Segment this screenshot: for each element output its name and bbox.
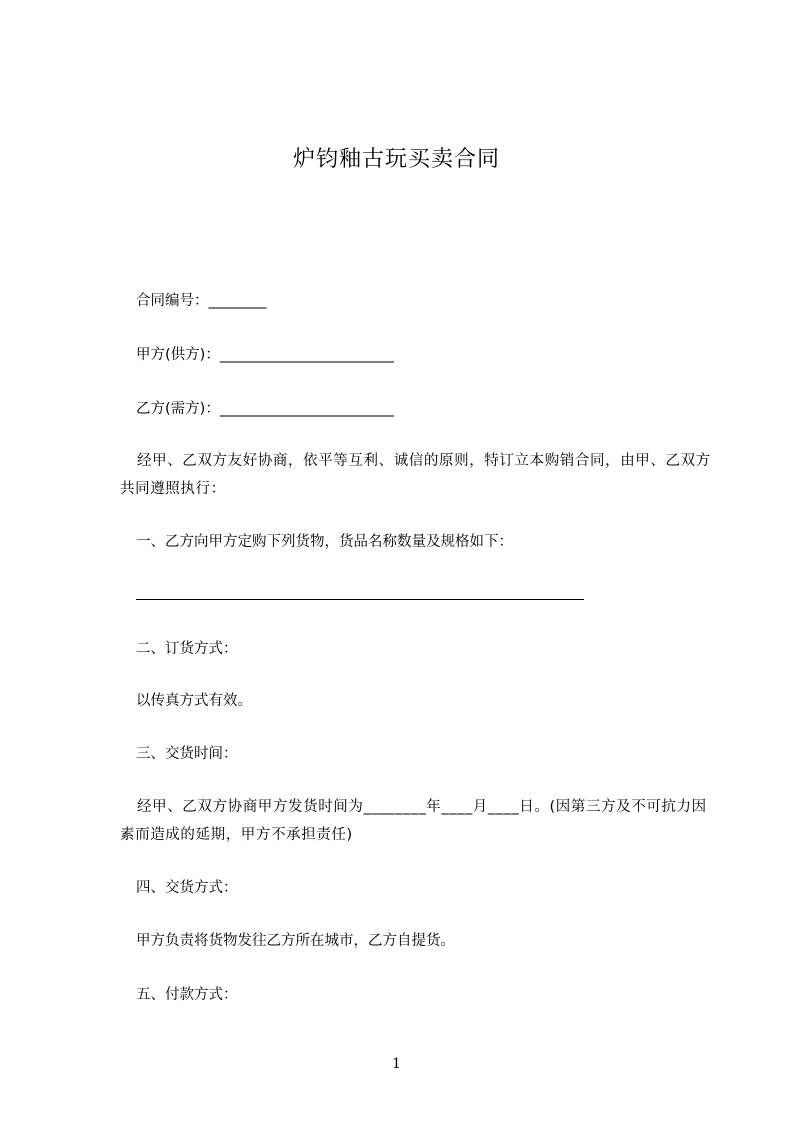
party-a-line: 甲方(供方)：________________________	[136, 347, 394, 363]
section-3-heading: 三、交货时间：	[136, 746, 238, 762]
section-5-heading: 五、付款方式：	[136, 987, 238, 1003]
section-2-body: 以传真方式有效。	[136, 693, 252, 709]
page-number: 1	[392, 1056, 401, 1072]
section-4-body: 甲方负责将货物发往乙方所在城市，乙方自提货。	[136, 933, 455, 949]
section-1-heading: 一、乙方向甲方定购下列货物，货品名称数量及规格如下：	[136, 534, 513, 550]
section-3-body: 经甲、乙双方协商甲方发货时间为________年____月____日。(因第三方及不可抗力因素而造成的延期，甲方不承担责任)	[120, 799, 707, 843]
document-title: 炉钧釉古玩买卖合同	[292, 147, 500, 172]
contract-number-line: 合同编号：________	[136, 293, 267, 309]
goods-blank-line	[136, 599, 584, 600]
party-b-line: 乙方(需方)：________________________	[136, 401, 394, 417]
section-2-heading: 二、订货方式：	[136, 641, 238, 657]
section-4-heading: 四、交货方式：	[136, 880, 238, 896]
intro-paragraph: 经甲、乙双方友好协商，依平等互利、诚信的原则，特订立本购销合同，由甲、乙双方共同遵照执行：	[120, 453, 711, 497]
